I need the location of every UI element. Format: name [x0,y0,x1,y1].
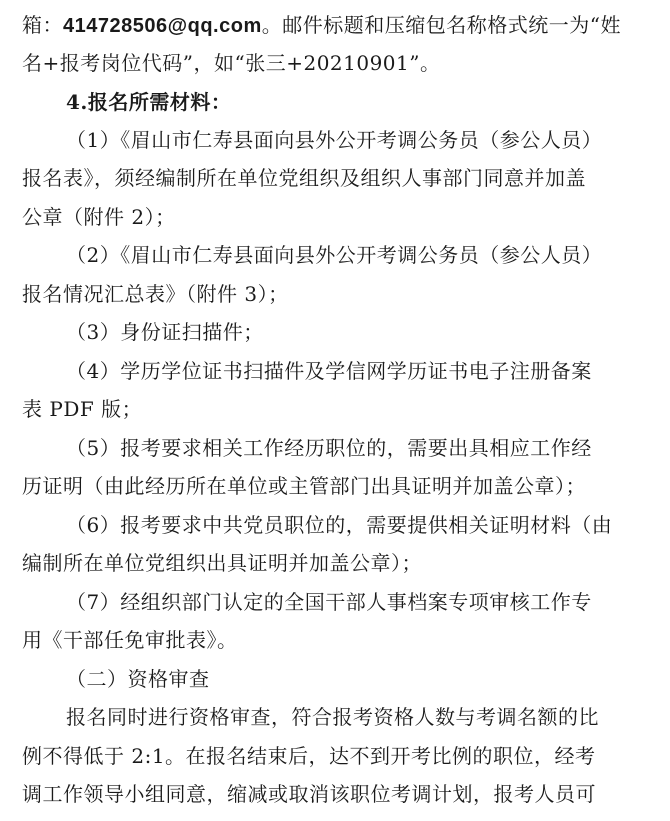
list-item: （6）报考要求中共党员职位的，需要提供相关证明材料（由 [66,513,613,537]
paragraph-line: 用《干部任免审批表》。 [22,628,238,652]
list-item: （7）经组织部门认定的全国干部人事档案专项审核工作专 [66,590,592,614]
paragraph-line: 报名情况汇总表》（附件 3）； [22,282,289,306]
paragraph-line: 公章（附件 2）； [22,205,176,229]
subsection-heading: （二）资格审查 [66,667,210,691]
section-heading: 4.报名所需材料： [66,90,232,114]
paragraph-line: 调工作领导小组同意，缩减或取消该职位考调计划，报考人员可 [22,782,596,806]
paragraph-line: 名+报考岗位代码”，如“张三+20210901”。 [22,51,441,75]
email-line-prefix: 箱： [22,13,63,37]
paragraph-line: 报名同时进行资格审查，符合报考资格人数与考调名额的比 [66,705,599,729]
list-item: （5）报考要求相关工作经历职位的，需要出具相应工作经 [66,436,592,460]
list-item: （4）学历学位证书扫描件及学信网学历证书电子注册备案 [66,359,592,383]
list-item: （2）《眉山市仁寿县面向县外公开考调公务员（参公人员） [66,243,603,267]
paragraph-line: 历证明（由此经历所在单位或主管部门出具证明并加盖公章）； [22,474,586,498]
email-line [22,12,652,39]
paragraph-line: 编制所在单位党组织出具证明并加盖公章）； [22,551,422,575]
email-address: 414728506@qq.com [63,15,262,37]
paragraph-line: 表 PDF 版； [22,397,143,421]
email-line-suffix: 。邮件标题和压缩包名称格式统一为“姓 [261,13,621,37]
paragraph-line: 例不得低于 2:1。在报名结束后，达不到开考比例的职位，经考 [22,744,596,768]
list-item: （1）《眉山市仁寿县面向县外公开考调公务员（参公人员） [66,128,603,152]
paragraph-line: 报名表》，须经编制所在单位党组织及组织人事部门同意并加盖 [22,166,586,190]
list-item: （3）身份证扫描件； [66,320,264,344]
